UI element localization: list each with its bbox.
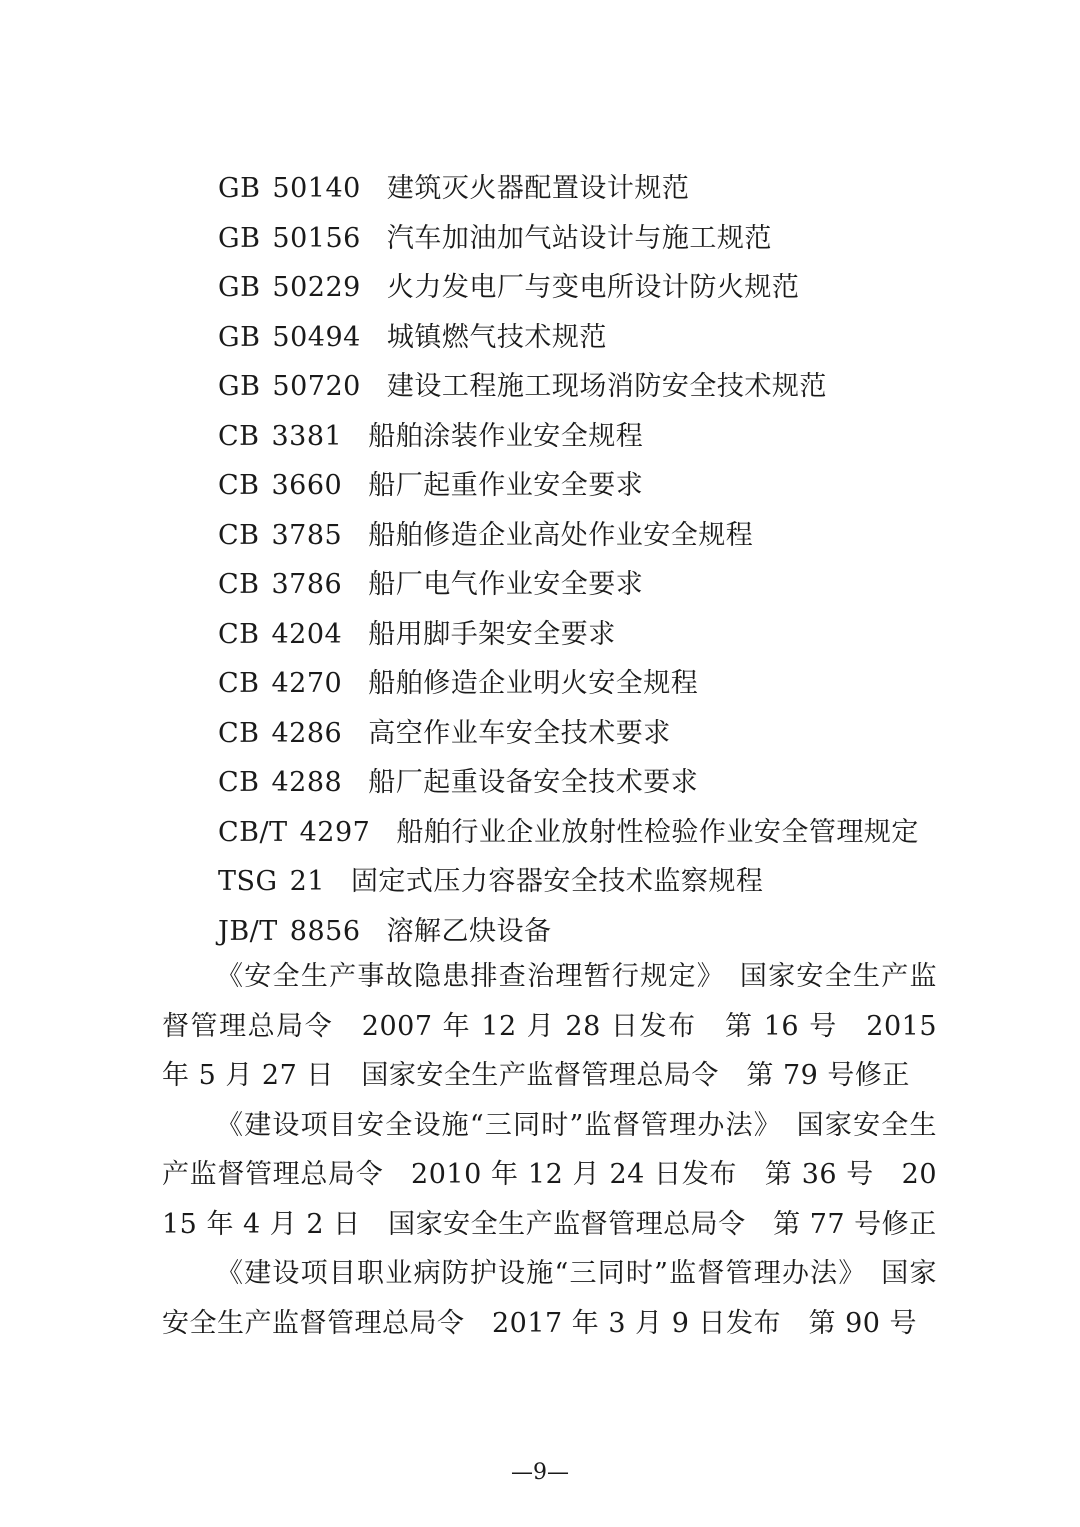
standard-number: 4288 [271, 767, 343, 798]
regulation-paragraph: 《建设项目安全设施“三同时”监督管理办法》 国家安全生产监督管理总局令 2010 年 12 月 24 日发布 第 36 号 2015 年 4 月 2 日 国家安全生产监督管理总局令 第 77 号修正 [162, 1109, 937, 1240]
standard-number: 50494 [272, 321, 361, 353]
standard-prefix: GB [218, 173, 261, 204]
standard-code [218, 758, 342, 808]
standard-item [218, 560, 1018, 610]
standard-title: 溶解乙炔设备 [386, 915, 552, 947]
standard-title: 建筑灭火器配置设计规范 [386, 173, 690, 204]
standard-title: 船厂电气作业安全要求 [368, 569, 644, 600]
standard-item [218, 313, 1018, 363]
standard-code [218, 659, 342, 709]
standard-prefix: GB [218, 371, 261, 402]
standard-code [218, 511, 342, 561]
standard-item [218, 263, 1018, 313]
standard-prefix: CB [218, 420, 260, 452]
standard-prefix: GB [218, 272, 261, 303]
standard-title: 建设工程施工现场消防安全技术规范 [386, 371, 827, 402]
standard-number: 50156 [272, 222, 361, 254]
page-number: —9— [511, 1460, 569, 1485]
standard-code [218, 907, 361, 957]
standard-prefix: CB [218, 767, 260, 798]
standard-title: 船厂起重作业安全要求 [368, 470, 644, 501]
standard-code [218, 313, 361, 363]
standard-number: 8856 [289, 915, 361, 947]
standard-item [218, 808, 1018, 858]
standard-prefix: CB [218, 668, 260, 699]
standard-item [218, 610, 1018, 660]
standard-title: 汽车加油加气站设计与施工规范 [386, 222, 772, 254]
standard-code [218, 857, 325, 907]
standard-title: 船用脚手架安全要求 [368, 618, 616, 650]
standard-title: 船舶修造企业明火安全规程 [368, 668, 699, 699]
standard-item [218, 164, 1018, 214]
standard-item [218, 709, 1018, 759]
standard-number: 3381 [271, 420, 343, 452]
standard-item [218, 511, 1018, 561]
standard-title: 船舶涂装作业安全规程 [368, 420, 644, 452]
standard-title: 火力发电厂与变电所设计防火规范 [386, 272, 800, 303]
standards-list [218, 164, 1018, 956]
standard-code [218, 263, 361, 313]
standard-item [218, 412, 1018, 462]
standard-code [218, 610, 342, 660]
standard-item [218, 659, 1018, 709]
standard-item [218, 857, 1018, 907]
standard-number: 21 [289, 866, 325, 897]
regulation-paragraph: 《建设项目职业病防护设施“三同时”监督管理办法》 国家安全生产监督管理总局令 2017 年 3 月 9 日发布 第 90 号 [162, 1258, 937, 1339]
standard-number: 4297 [299, 816, 371, 848]
standard-title: 船舶修造企业高处作业安全规程 [368, 519, 754, 551]
standard-item [218, 461, 1018, 511]
standard-number: 4204 [271, 618, 343, 650]
standard-item [218, 362, 1018, 412]
standard-code [218, 461, 342, 511]
standard-prefix: CB [218, 717, 260, 749]
standard-code [218, 362, 361, 412]
standard-title: 船舶行业企业放射性检验作业安全管理规定 [396, 816, 919, 848]
standard-number: 3785 [271, 519, 343, 551]
standard-prefix: CB [218, 470, 260, 501]
standard-prefix: TSG [218, 866, 278, 897]
standard-number: 3786 [271, 569, 343, 600]
standard-prefix: CB [218, 519, 260, 551]
standard-code [218, 412, 342, 462]
standard-number: 3660 [271, 470, 343, 501]
standard-number: 4270 [271, 668, 343, 699]
standard-prefix: GB [218, 222, 261, 254]
standard-code [218, 164, 361, 214]
standard-code [218, 808, 370, 858]
standard-title: 固定式压力容器安全技术监察规程 [350, 866, 764, 897]
standard-item [218, 907, 1018, 957]
standard-prefix: CB/T [218, 816, 288, 848]
standard-item [218, 758, 1018, 808]
standard-prefix: CB [218, 569, 260, 600]
standard-item [218, 214, 1018, 264]
standard-title: 城镇燃气技术规范 [386, 321, 607, 353]
standard-number: 50720 [272, 371, 361, 402]
standard-code [218, 214, 361, 264]
regulation-paragraph: 《安全生产事故隐患排查治理暂行规定》 国家安全生产监督管理总局令 2007 年 12 月 28 日发布 第 16 号 2015 年 5 月 27 日 国家安全生产监督管理总局令 第 79 号修正 [162, 961, 937, 1091]
standard-prefix: JB/T [218, 915, 278, 947]
standard-code [218, 560, 342, 610]
regulations-section [162, 952, 937, 1348]
standard-number: 4286 [271, 717, 343, 749]
standard-prefix: GB [218, 321, 261, 353]
standard-number: 50229 [272, 272, 361, 303]
standard-number: 50140 [272, 173, 361, 204]
standard-code [218, 709, 342, 759]
standard-prefix: CB [218, 618, 260, 650]
standard-title: 高空作业车安全技术要求 [368, 717, 671, 749]
standard-title: 船厂起重设备安全技术要求 [368, 767, 699, 798]
